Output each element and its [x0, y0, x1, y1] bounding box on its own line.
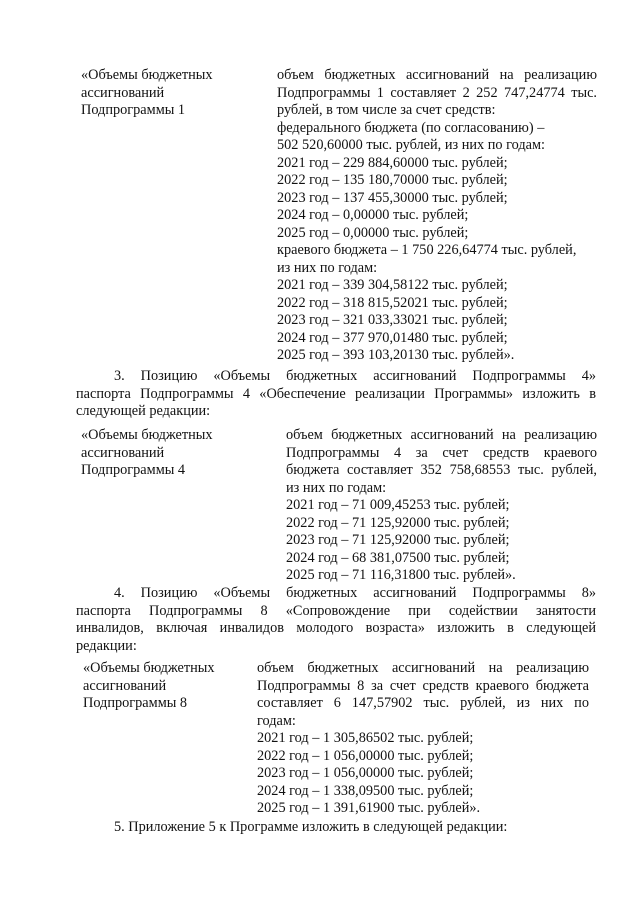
paragraph-line: паспорта Подпрограммы 8 «Сопровождение при содействии занятости [76, 602, 596, 619]
label-line: Подпрограммы 1 [81, 102, 186, 118]
paragraph-line: 4. Позицию «Объемы бюджетных ассигнований Подпрограммы 8» [114, 585, 596, 601]
value-line: 2022 год – 1 056,00000 тыс. рублей; [257, 747, 474, 764]
value-line: 2023 год – 71 125,92000 тыс. рублей; [286, 532, 510, 548]
paragraph-5 [76, 819, 596, 837]
value-line: 2021 год – 229 884,60000 тыс. рублей; [277, 154, 508, 171]
label-line: «Объемы бюджетных [81, 427, 213, 443]
paragraph-line: инвалидов, включая инвалидов молодого возраста» изложить в следующей [76, 620, 596, 636]
value-line: объем бюджетных ассигнований на реализацию [277, 67, 597, 83]
value-line: из них по годам: [286, 479, 387, 496]
value-line: 2023 год – 1 056,00000 тыс. рублей; [257, 765, 474, 781]
value-line: из них по годам: [277, 259, 378, 276]
value-line: 2024 год – 0,00000 тыс. рублей; [277, 207, 469, 223]
value-line: Подпрограммы 1 составляет 2 252 747,24774 тыс. [277, 84, 597, 101]
value-line: 2025 год – 71 116,31800 тыс. рублей». [286, 567, 516, 583]
value-line: 2025 год – 0,00000 тыс. рублей; [277, 224, 469, 241]
value-line: рублей, в том числе за счет средств: [277, 102, 496, 118]
label-line: ассигнований [81, 84, 165, 101]
label-line: «Объемы бюджетных [81, 67, 213, 83]
value-line: 2022 год – 71 125,92000 тыс. рублей; [286, 514, 510, 531]
value-line: объем бюджетных ассигнований на реализацию [286, 427, 597, 443]
block-label [81, 427, 213, 480]
value-line: объем бюджетных ассигнований на реализацию [257, 660, 589, 676]
value-line: 2024 год – 68 381,07500 тыс. рублей; [286, 549, 510, 566]
value-line: федерального бюджета (по согласованию) – [277, 119, 545, 136]
value-line: 2024 год – 377 970,01480 тыс. рублей; [277, 329, 508, 346]
label-line: «Объемы бюджетных [83, 660, 215, 676]
value-line: составляет 6 147,57902 тыс. рублей, из них по [257, 695, 589, 711]
value-line: 2022 год – 318 815,52021 тыс. рублей; [277, 294, 508, 311]
block-value [277, 67, 597, 365]
block-label [81, 67, 213, 120]
label-line: ассигнований [81, 444, 165, 461]
value-line: 2025 год – 393 103,20130 тыс. рублей». [277, 347, 515, 363]
value-line: 2024 год – 1 338,09500 тыс. рублей; [257, 782, 474, 799]
value-line: краевого бюджета – 1 750 226,64774 тыс. рублей, [277, 242, 577, 258]
value-line: 2021 год – 339 304,58122 тыс. рублей; [277, 277, 508, 293]
label-line: Подпрограммы 8 [83, 695, 188, 711]
paragraph-3 [76, 368, 596, 421]
paragraph-line: редакции: [76, 637, 137, 654]
value-line: 2021 год – 1 305,86502 тыс. рублей; [257, 730, 474, 746]
label-line: ассигнований [83, 677, 167, 694]
block-value [286, 427, 597, 585]
block-label [83, 660, 215, 713]
paragraph-line: 3. Позицию «Объемы бюджетных ассигнований Подпрограммы 4» [114, 368, 596, 384]
block-value [257, 660, 589, 818]
paragraph-line: 5. Приложение 5 к Программе изложить в следующей редакции: [114, 819, 508, 835]
paragraph-line: следующей редакции: [76, 403, 211, 419]
value-line: 2025 год – 1 391,61900 тыс. рублей». [257, 800, 481, 816]
value-line: Подпрограммы 8 за счет средств краевого бюджета [257, 677, 589, 694]
value-line: 2021 год – 71 009,45253 тыс. рублей; [286, 497, 510, 513]
paragraph-4 [76, 585, 596, 655]
value-line: 502 520,60000 тыс. рублей, из них по годам: [277, 137, 545, 153]
value-line: 2023 год – 321 033,33021 тыс. рублей; [277, 312, 508, 328]
value-line: 2023 год – 137 455,30000 тыс. рублей; [277, 189, 508, 206]
value-line: годам: [257, 712, 296, 729]
value-line: бюджета составляет 352 758,68553 тыс. рублей, [286, 462, 597, 478]
label-line: Подпрограммы 4 [81, 462, 186, 478]
value-line: Подпрограммы 4 за счет средств краевого [286, 444, 597, 461]
paragraph-line: паспорта Подпрограммы 4 «Обеспечение реализации Программы» изложить в [76, 385, 596, 402]
value-line: 2022 год – 135 180,70000 тыс. рублей; [277, 172, 508, 188]
